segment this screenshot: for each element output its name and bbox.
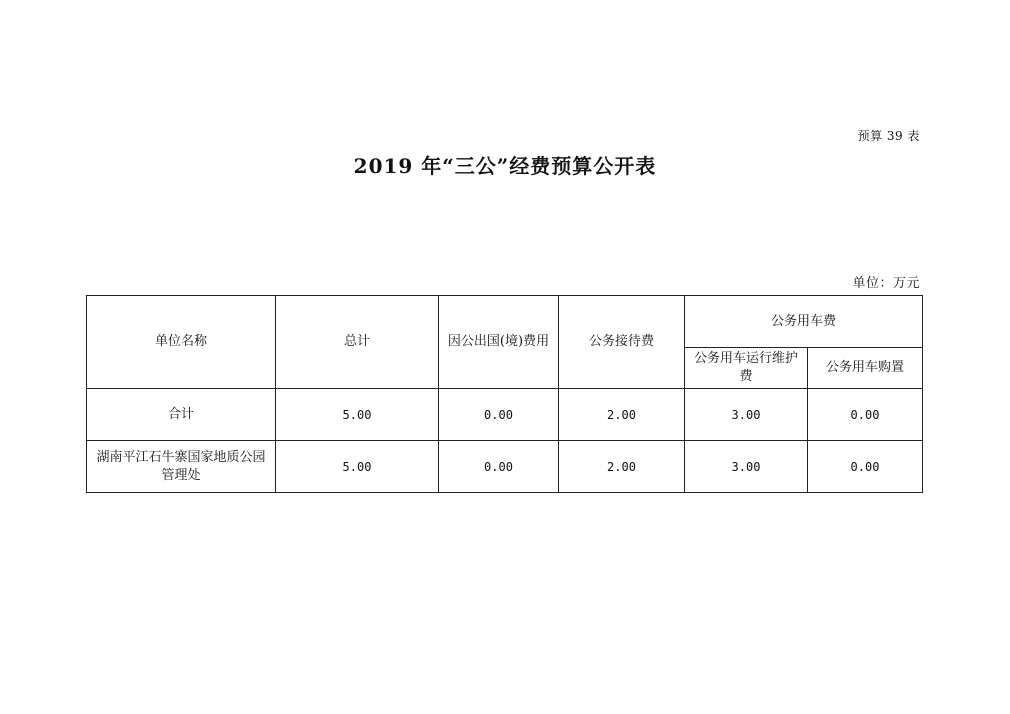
cell-overseas: 0.00: [439, 389, 559, 441]
table-row: [87, 441, 923, 493]
col-header-unit-name: 单位名称: [87, 296, 276, 389]
cell-reception: 2.00: [559, 389, 685, 441]
cell-unit-name: 合计: [87, 389, 276, 441]
col-header-total: 总计: [276, 296, 439, 389]
form-number: 预算 39 表: [857, 129, 920, 143]
cell-vehicle-operation: 3.00: [685, 441, 808, 493]
cell-vehicle-purchase: 0.00: [808, 441, 923, 493]
cell-total: 5.00: [276, 441, 439, 493]
col-header-vehicle-operation: 公务用车运行维护费: [685, 348, 808, 389]
cell-overseas: 0.00: [439, 441, 559, 493]
cell-total: 5.00: [276, 389, 439, 441]
col-header-reception: 公务接待费: [559, 296, 685, 389]
col-header-vehicle-group: 公务用车费: [685, 296, 923, 348]
table-row-total: [87, 389, 923, 441]
cell-vehicle-purchase: 0.00: [808, 389, 923, 441]
col-header-vehicle-purchase: 公务用车购置: [808, 348, 923, 389]
budget-table: [86, 295, 923, 493]
unit-label: 单位：万元: [852, 276, 920, 291]
cell-reception: 2.00: [559, 441, 685, 493]
page-title: 2019 年“三公”经费预算公开表: [353, 154, 657, 178]
cell-unit-name: 湖南平江石牛寨国家地质公园管理处: [87, 441, 276, 493]
table-header-row: [87, 296, 923, 348]
cell-vehicle-operation: 3.00: [685, 389, 808, 441]
col-header-overseas: 因公出国(境)费用: [439, 296, 559, 389]
